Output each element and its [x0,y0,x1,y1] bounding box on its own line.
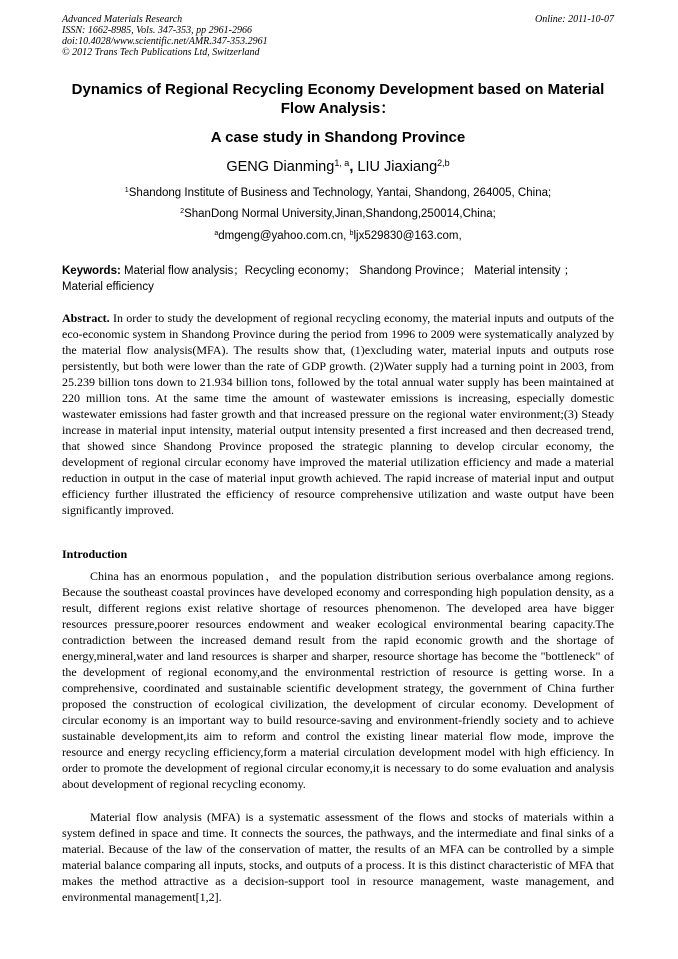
section-heading: Introduction [62,547,128,561]
email-superscript: b [349,229,354,238]
doi-link[interactable]: doi:10.4028/www.scientific.net/AMR.347-353.2961 [62,36,268,47]
affiliation-superscript: 1 [124,186,129,195]
journal-name: Advanced Materials Research [62,14,183,25]
paper-title: Dynamics of Regional Recycling Economy Development based on Material Flow Analysis： [71,81,605,117]
email-link[interactable]: ljx529830@163.com, [353,230,462,242]
affiliation-text: Shandong Institute of Business and Technology, Yantai, Shandong, 264005, China; [128,187,552,199]
intro-paragraph-2: Material flow analysis (MFA) is a systematic assessment of the flows and stocks of materials within a system defined in space and time. It connects the sources, the pathways, and the intermediate and final sinks of a material. Because of the law of the conservation of matter, the results of an MFA can be controlled by a simple material balance comparing all inputs, stocks, and outputs of a process. It is this distinct characteristic of MFA that makes the method attractive as a decision-support tool in resource management, waste management, and environmental management[1,2]. [62,810,614,904]
intro-paragraph-1: China has an enormous population，and the population distribution serious overbalance among regions. Because the southeast coastal provinces have developed economy and corresponding high population density, as a result, different regions exist relative shortage of resources phenomenon. The developed area have bigger resources pressure,poorer resources endowment and weaker ecological environmental bearing capacity.The contradiction between the increased demand result from the rapid economic growth and the shortage of energy,mineral,water and land resources is sharper and sharper, resource shortage has become the "bottleneck" of the development of regional economy,and the environmental restriction of resource is getting worse. In a comprehensive, coordinated and sustainable scientific development strategy, the government of China further proposed the construction of ecological civilization, the development of circular economy. Development of circular economy is an important way to build resource-saving and environment-friendly society and to achieve sustainable development,its aim to reform and control the existing linear material flow mode, improve the resource and energy recycling efficiency,form a material circulation development model with high efficiency. In order to promote the development of regional circular economy,it is necessary to do some evaluation and analysis about development of regional recycling economy. [62,569,614,791]
email-superscript: a [214,229,219,238]
online-date: Online: 2011-10-07 [535,14,614,25]
journal-header [62,14,614,58]
keywords-section [62,263,614,295]
affiliation-1 [62,185,614,201]
copyright-line: © 2012 Trans Tech Publications Ltd, Switzerland [62,47,260,58]
author-superscript: 1, a [334,158,350,169]
author-emails [62,228,614,244]
affiliation-2 [62,206,614,222]
keywords-text: Material flow analysis；Recycling economy； Shandong Province； Material intensity ；Material efficiency [62,265,576,293]
author-list [62,157,614,177]
paper-subtitle: A case study in Shandong Province [210,129,466,146]
issn-line: ISSN: 1662-8985, Vols. 347-353, pp 2961-2966 [62,25,252,36]
author-separator: , [349,159,358,175]
abstract-label: Abstract. [62,311,110,325]
keywords-label: Keywords: [62,265,121,277]
email-link[interactable]: dmgeng@yahoo.com.cn, [218,230,350,242]
author-name: GENG Dianming [226,159,335,175]
affiliation-text: ShanDong Normal University,Jinan,Shandong,250014,China; [184,208,496,220]
affiliation-superscript: 2 [180,207,185,216]
author-superscript: 2,b [437,158,450,169]
abstract-section [62,310,614,518]
author-name: LIU Jiaxiang [357,159,438,175]
abstract-text: In order to study the development of regional recycling economy, the material inputs and outputs of the eco-economic system in Shandong Province during the period from 1996 to 2009 were systematically analyzed by the material flow analysis(MFA). The results show that, (1)excluding water, material inputs and outputs rose persistently, but both were lower than the rate of GDP growth. (2)Water supply had a turning point in 2003, from 25.239 billion tons down to 21.934 billion tons, followed by the total annual water supply has been maintained at 220 million tons. At the same time the amount of wastewater emissions is increasing, especially domestic wastewater emissions had faster growth and that increased pressure on the regional water environment;(3) Steady increase in material input intensity, material output intensity presented a first increased and then decreased trend, that showed since Shandong Province proposed the strategic planning to develop circular economy, the development of regional circular economy have improved the material utilization efficiency and made a material reduction in output in the case of material input growth achieved. The rapid increase of material input and output efficiency further illustrated the efficiency of resource comprehensive utilization and waste output have been significantly improved. [62,311,614,517]
